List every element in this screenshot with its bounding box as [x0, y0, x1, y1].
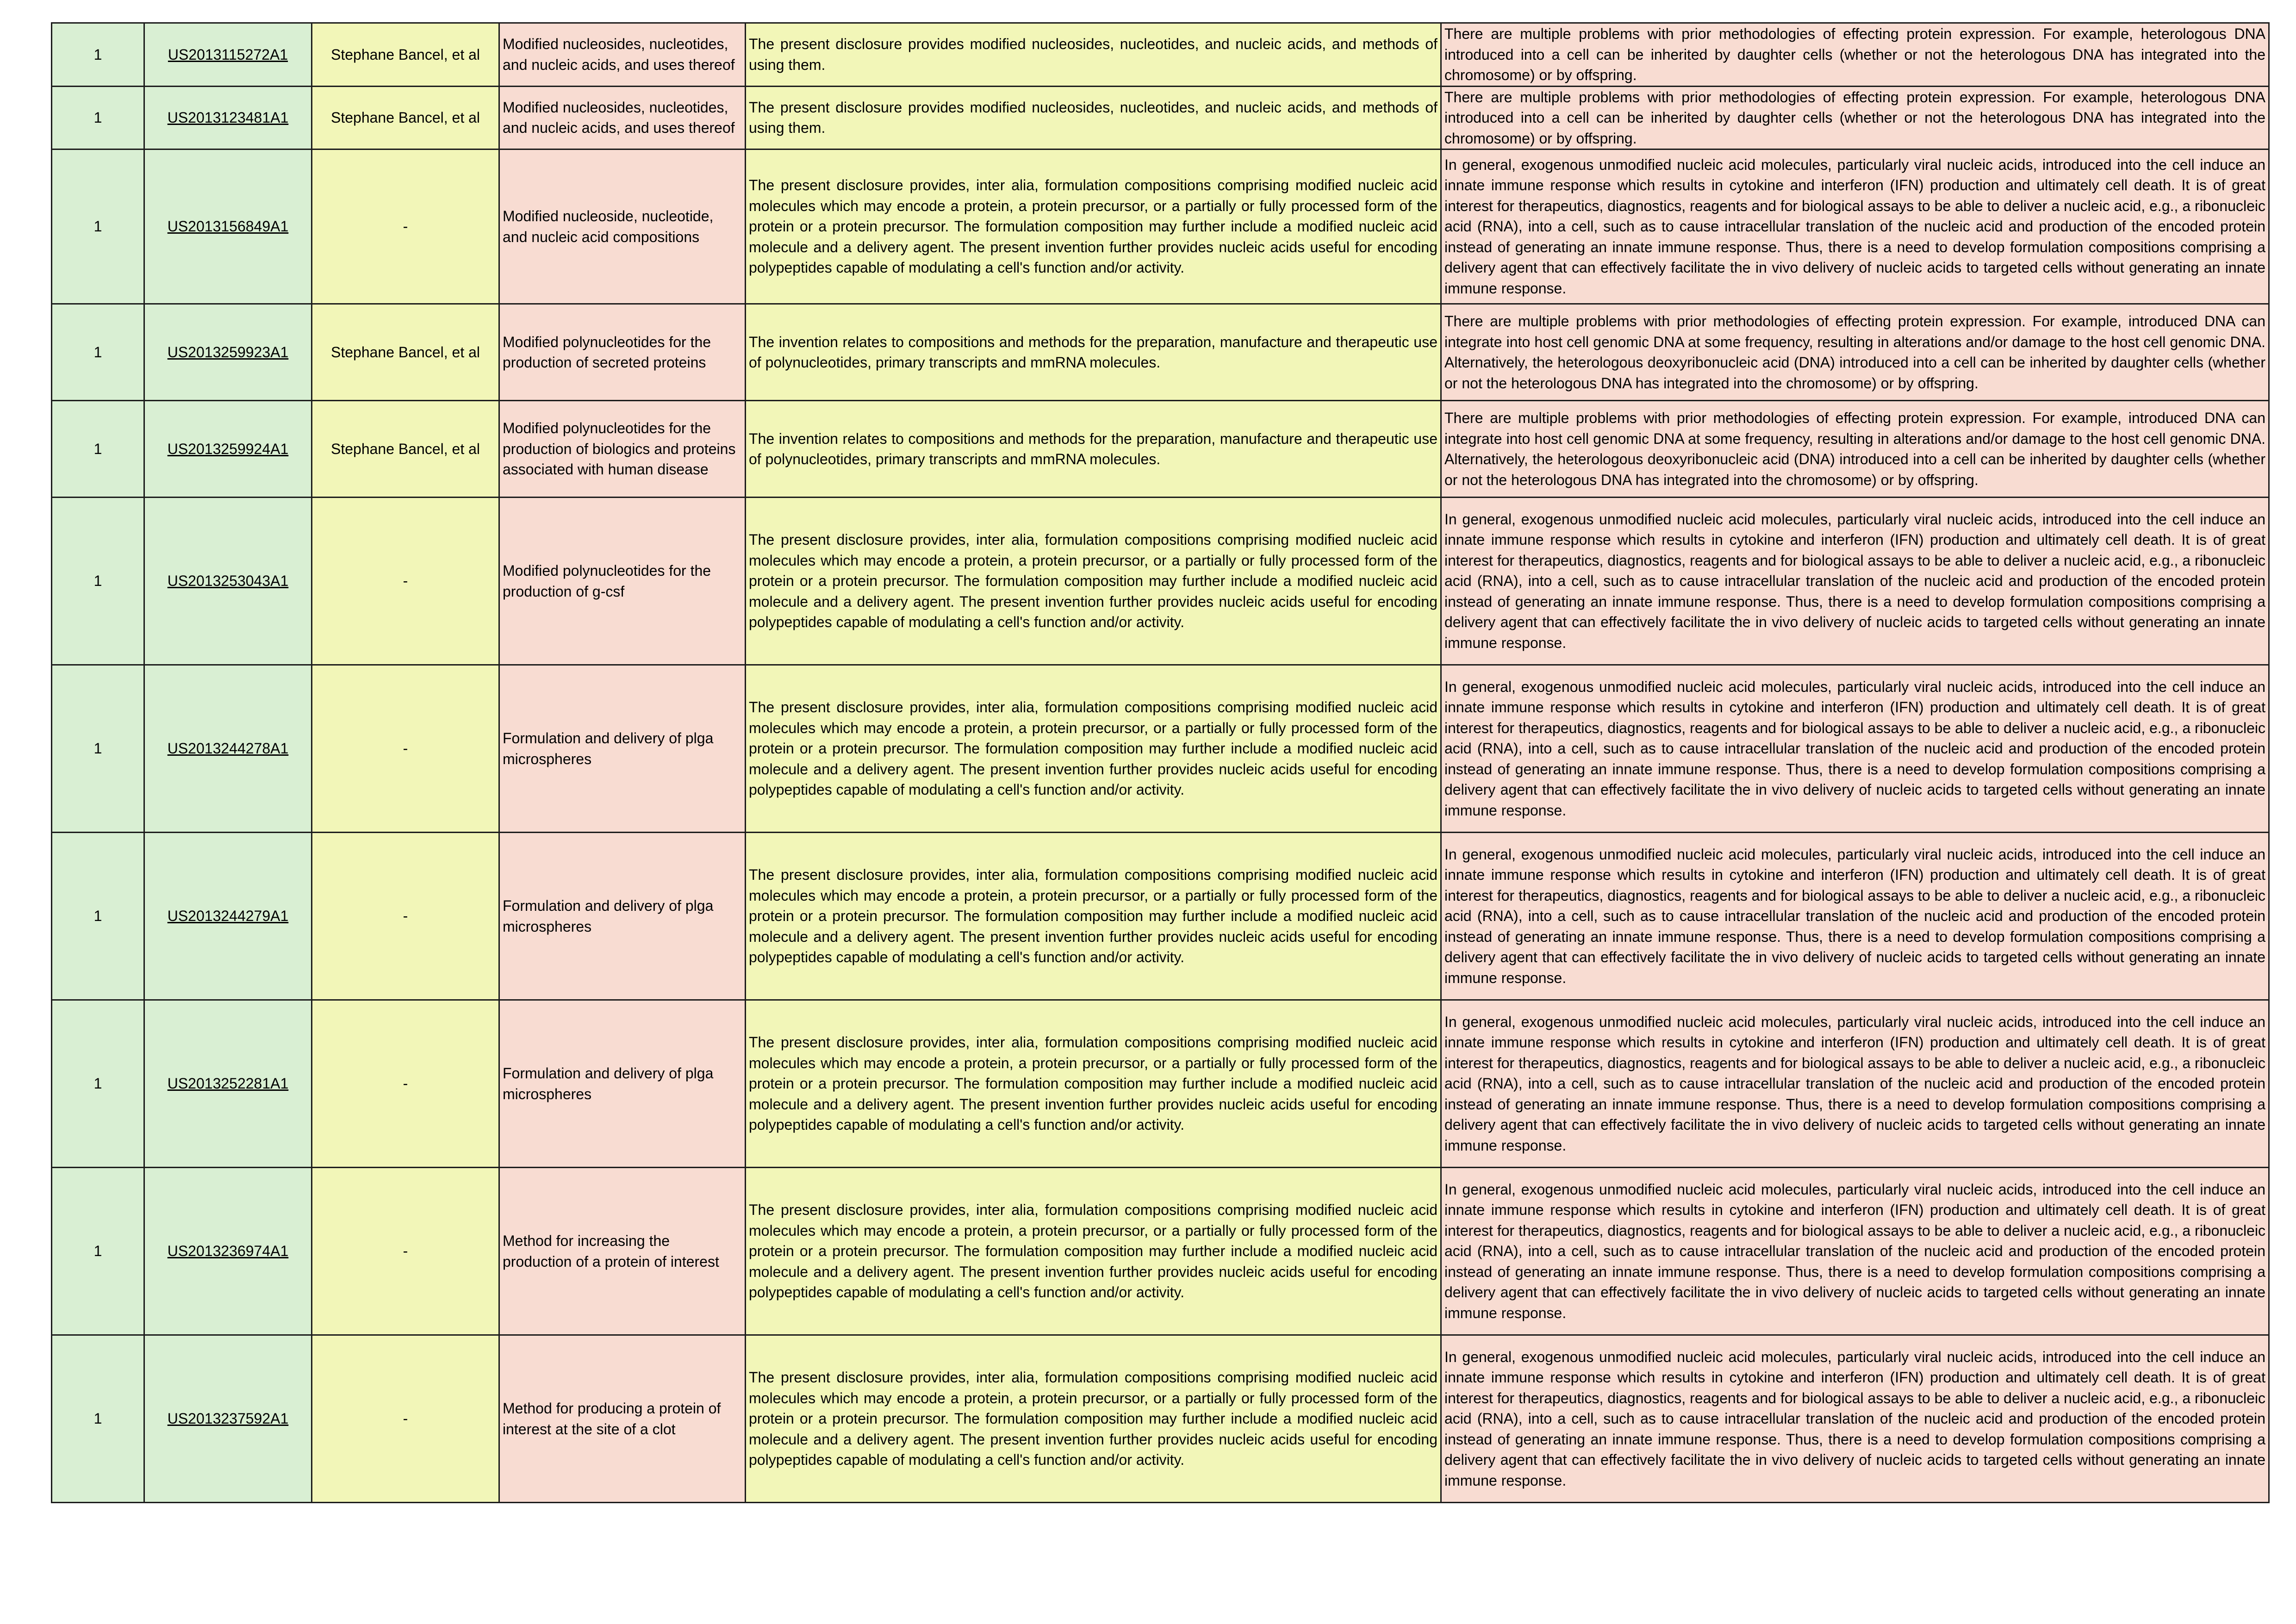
patent-number-cell — [144, 23, 312, 87]
table-row — [52, 665, 2269, 833]
problem-text: There are multiple problems with prior methodologies of effecting protein expression. For example, heterologous DNA introduced into a cell can be inherited by daughter cells (whether or not the heterologous DNA has integrated into the chromosome) or by offspring. — [1444, 88, 2265, 147]
inventor-cell — [312, 401, 499, 498]
rank-cell — [52, 23, 144, 87]
inventor-cell — [312, 23, 499, 87]
title-text: Modified polynucleotides for the production of biologics and proteins associated with human disease — [503, 420, 736, 478]
abstract-cell — [746, 498, 1441, 665]
rank-cell — [52, 833, 144, 1000]
patent-number-cell — [144, 1335, 312, 1503]
rank-cell — [52, 1000, 144, 1168]
patent-number-cell — [144, 1168, 312, 1335]
inventor-text: - — [403, 572, 408, 590]
abstract-cell — [746, 833, 1441, 1000]
rank-cell — [52, 86, 144, 149]
abstract-text: The invention relates to compositions and methods for the preparation, manufacture and therapeutic use of polynucleotides, primary transcripts and mmRNA molecules. — [749, 333, 1437, 371]
patent-number-cell — [144, 498, 312, 665]
title-text: Modified polynucleotides for the production of g-csf — [503, 562, 711, 600]
patent-table-body — [52, 23, 2269, 1503]
table-row — [52, 1000, 2269, 1168]
table-row — [52, 401, 2269, 498]
patent-number-cell — [144, 665, 312, 833]
patent-number-link[interactable]: US2013156849A1 — [167, 218, 289, 235]
inventor-cell — [312, 498, 499, 665]
problem-cell — [1441, 1000, 2269, 1168]
table-row — [52, 304, 2269, 401]
patent-number-link[interactable]: US2013244279A1 — [167, 908, 289, 925]
title-text: Formulation and delivery of plga microspheres — [503, 1065, 714, 1102]
table-row — [52, 833, 2269, 1000]
title-cell — [499, 1000, 746, 1168]
table-row — [52, 1335, 2269, 1503]
rank-value: 1 — [93, 1075, 102, 1092]
inventor-text: - — [403, 1243, 408, 1260]
problem-text: In general, exogenous unmodified nucleic acid molecules, particularly viral nucleic acids, introduced into the cell induce an innate immune response which results in cytokine and interferon (IFN) production and ultimately cell death. It is of great interest for therapeutics, diagnostics, reagents and for biological assays to be able to deliver a nucleic acid, e.g., a ribonucleic acid (RNA), into a cell, such as to cause intracellular translation of the nucleic acid and production of the encoded protein instead of generating an innate immune response. Thus, there is a need to develop formulation compositions comprising a delivery agent that can effectively facilitate the in vivo delivery of nucleic acids to targeted cells without generating an innate immune response. — [1444, 510, 2265, 651]
patent-number-link[interactable]: US2013259924A1 — [167, 440, 289, 457]
problem-cell — [1441, 1335, 2269, 1503]
problem-cell — [1441, 665, 2269, 833]
problem-text: In general, exogenous unmodified nucleic acid molecules, particularly viral nucleic acids, introduced into the cell induce an innate immune response which results in cytokine and interferon (IFN) production and ultimately cell death. It is of great interest for therapeutics, diagnostics, reagents and for biological assays to be able to deliver a nucleic acid, e.g., a ribonucleic acid (RNA), into a cell, such as to cause intracellular translation of the nucleic acid and production of the encoded protein instead of generating an innate immune response. Thus, there is a need to develop formulation compositions comprising a delivery agent that can effectively facilitate the in vivo delivery of nucleic acids to targeted cells without generating an innate immune response. — [1444, 678, 2265, 819]
inventor-text: - — [403, 1075, 408, 1092]
patent-table — [51, 22, 2270, 1503]
problem-text: There are multiple problems with prior methodologies of effecting protein expression. For example, introduced DNA can integrate into host cell genomic DNA at some frequency, resulting in alterations and/or damage to the host cell genomic DNA. Alternatively, the heterologous deoxyribonucleic acid (DNA) introduced into a cell can be inherited by daughter cells (whether or not the heterologous DNA has integrated into the chromosome) or by offspring. — [1444, 410, 2265, 488]
rank-value: 1 — [93, 740, 102, 757]
rank-cell — [52, 304, 144, 401]
title-text: Formulation and delivery of plga microspheres — [503, 897, 714, 935]
title-cell — [499, 149, 746, 304]
abstract-cell — [746, 1168, 1441, 1335]
table-row — [52, 498, 2269, 665]
abstract-text: The present disclosure provides modified nucleosides, nucleotides, and nucleic acids, and methods of using them. — [749, 99, 1437, 137]
patent-number-cell — [144, 833, 312, 1000]
rank-cell — [52, 498, 144, 665]
inventor-text: - — [403, 1410, 408, 1427]
problem-cell — [1441, 304, 2269, 401]
inventor-cell — [312, 1000, 499, 1168]
problem-cell — [1441, 149, 2269, 304]
problem-text: In general, exogenous unmodified nucleic acid molecules, particularly viral nucleic acids, introduced into the cell induce an innate immune response which results in cytokine and interferon (IFN) production and ultimately cell death. It is of great interest for therapeutics, diagnostics, reagents and for biological assays to be able to deliver a nucleic acid, e.g., a ribonucleic acid (RNA), into a cell, such as to cause intracellular translation of the nucleic acid and production of the encoded protein instead of generating an innate immune response. Thus, there is a need to develop formulation compositions comprising a delivery agent that can effectively facilitate the in vivo delivery of nucleic acids to targeted cells without generating an innate immune response. — [1444, 1013, 2265, 1154]
title-cell — [499, 401, 746, 498]
abstract-text: The present disclosure provides, inter alia, formulation compositions comprising modified nucleic acid molecules which may encode a protein, a protein precursor, or a partially or fully processed form of the protein or a protein precursor. The formulation composition may further include a modified nucleic acid molecule and a delivery agent. The present invention further provides nucleic acids useful for encoding polypeptides capable of modulating a cell's function and/or activity. — [749, 866, 1437, 966]
rank-value: 1 — [93, 46, 102, 63]
table-row — [52, 23, 2269, 87]
patent-number-link[interactable]: US2013259923A1 — [167, 343, 289, 361]
problem-cell — [1441, 833, 2269, 1000]
inventor-cell — [312, 86, 499, 149]
title-cell — [499, 304, 746, 401]
abstract-text: The present disclosure provides, inter alia, formulation compositions comprising modified nucleic acid molecules which may encode a protein, a protein precursor, or a partially or fully processed form of the protein or a protein precursor. The formulation composition may further include a modified nucleic acid molecule and a delivery agent. The present invention further provides nucleic acids useful for encoding polypeptides capable of modulating a cell's function and/or activity. — [749, 1369, 1437, 1468]
abstract-text: The present disclosure provides, inter alia, formulation compositions comprising modified nucleic acid molecules which may encode a protein, a protein precursor, or a partially or fully processed form of the protein or a protein precursor. The formulation composition may further include a modified nucleic acid molecule and a delivery agent. The present invention further provides nucleic acids useful for encoding polypeptides capable of modulating a cell's function and/or activity. — [749, 531, 1437, 631]
inventor-cell — [312, 304, 499, 401]
table-row — [52, 149, 2269, 304]
title-cell — [499, 23, 746, 87]
inventor-text: - — [403, 908, 408, 925]
title-cell — [499, 1335, 746, 1503]
inventor-cell — [312, 833, 499, 1000]
title-cell — [499, 1168, 746, 1335]
patent-number-cell — [144, 304, 312, 401]
patent-number-cell — [144, 1000, 312, 1168]
abstract-cell — [746, 401, 1441, 498]
rank-value: 1 — [93, 1243, 102, 1260]
problem-cell — [1441, 1168, 2269, 1335]
rank-cell — [52, 1335, 144, 1503]
title-text: Modified nucleoside, nucleotide, and nucleic acid compositions — [503, 208, 714, 245]
problem-text: There are multiple problems with prior methodologies of effecting protein expression. For example, introduced DNA can integrate into host cell genomic DNA at some frequency, resulting in alterations and/or damage to the host cell genomic DNA. Alternatively, the heterologous deoxyribonucleic acid (DNA) introduced into a cell can be inherited by daughter cells (whether or not the heterologous DNA has integrated into the chromosome) or by offspring. — [1444, 313, 2265, 392]
inventor-cell — [312, 1168, 499, 1335]
patent-number-link[interactable]: US2013244278A1 — [167, 740, 289, 757]
inventor-text: - — [403, 218, 408, 235]
abstract-text: The present disclosure provides modified nucleosides, nucleotides, and nucleic acids, and methods of using them. — [749, 36, 1437, 73]
patent-number-link[interactable]: US2013115272A1 — [168, 46, 288, 63]
abstract-cell — [746, 304, 1441, 401]
rank-value: 1 — [93, 218, 102, 235]
title-text: Modified nucleosides, nucleotides, and nucleic acids, and uses thereof — [503, 36, 735, 73]
patent-number-link[interactable]: US2013123481A1 — [167, 109, 289, 126]
problem-cell — [1441, 498, 2269, 665]
problem-text: In general, exogenous unmodified nucleic acid molecules, particularly viral nucleic acids, introduced into the cell induce an innate immune response which results in cytokine and interferon (IFN) production and ultimately cell death. It is of great interest for therapeutics, diagnostics, reagents and for biological assays to be able to deliver a nucleic acid, e.g., a ribonucleic acid (RNA), into a cell, such as to cause intracellular translation of the nucleic acid and production of the encoded protein instead of generating an innate immune response. Thus, there is a need to develop formulation compositions comprising a delivery agent that can effectively facilitate the in vivo delivery of nucleic acids to targeted cells without generating an innate immune response. — [1444, 156, 2265, 297]
inventor-text: - — [403, 740, 408, 757]
title-text: Method for producing a protein of interest at the site of a clot — [503, 1400, 721, 1437]
inventor-text: Stephane Bancel, et al — [330, 109, 480, 126]
abstract-cell — [746, 149, 1441, 304]
abstract-text: The present disclosure provides, inter alia, formulation compositions comprising modified nucleic acid molecules which may encode a protein, a protein precursor, or a partially or fully processed form of the protein or a protein precursor. The formulation composition may further include a modified nucleic acid molecule and a delivery agent. The present invention further provides nucleic acids useful for encoding polypeptides capable of modulating a cell's function and/or activity. — [749, 177, 1437, 276]
abstract-text: The present disclosure provides, inter alia, formulation compositions comprising modified nucleic acid molecules which may encode a protein, a protein precursor, or a partially or fully processed form of the protein or a protein precursor. The formulation composition may further include a modified nucleic acid molecule and a delivery agent. The present invention further provides nucleic acids useful for encoding polypeptides capable of modulating a cell's function and/or activity. — [749, 1201, 1437, 1301]
rank-value: 1 — [93, 440, 102, 457]
abstract-cell — [746, 665, 1441, 833]
inventor-cell — [312, 665, 499, 833]
title-cell — [499, 833, 746, 1000]
patent-number-link[interactable]: US2013236974A1 — [167, 1243, 289, 1260]
inventor-text: Stephane Bancel, et al — [330, 343, 480, 361]
abstract-cell — [746, 1000, 1441, 1168]
rank-value: 1 — [93, 1410, 102, 1427]
title-cell — [499, 86, 746, 149]
problem-text: In general, exogenous unmodified nucleic acid molecules, particularly viral nucleic acids, introduced into the cell induce an innate immune response which results in cytokine and interferon (IFN) production and ultimately cell death. It is of great interest for therapeutics, diagnostics, reagents and for biological assays to be able to deliver a nucleic acid, e.g., a ribonucleic acid (RNA), into a cell, such as to cause intracellular translation of the nucleic acid and production of the encoded protein instead of generating an innate immune response. Thus, there is a need to develop formulation compositions comprising a delivery agent that can effectively facilitate the in vivo delivery of nucleic acids to targeted cells without generating an innate immune response. — [1444, 1348, 2265, 1489]
problem-cell — [1441, 86, 2269, 149]
inventor-cell — [312, 1335, 499, 1503]
rank-value: 1 — [93, 109, 102, 126]
patent-number-link[interactable]: US2013237592A1 — [167, 1410, 289, 1427]
rank-value: 1 — [93, 343, 102, 361]
abstract-text: The present disclosure provides, inter alia, formulation compositions comprising modified nucleic acid molecules which may encode a protein, a protein precursor, or a partially or fully processed form of the protein or a protein precursor. The formulation composition may further include a modified nucleic acid molecule and a delivery agent. The present invention further provides nucleic acids useful for encoding polypeptides capable of modulating a cell's function and/or activity. — [749, 1034, 1437, 1133]
inventor-text: Stephane Bancel, et al — [330, 46, 480, 63]
patent-number-cell — [144, 86, 312, 149]
problem-text: There are multiple problems with prior methodologies of effecting protein expression. For example, heterologous DNA introduced into a cell can be inherited by daughter cells (whether or not the heterologous DNA has integrated into the chromosome) or by offspring. — [1444, 25, 2265, 83]
inventor-text: Stephane Bancel, et al — [330, 440, 480, 457]
problem-cell — [1441, 401, 2269, 498]
rank-value: 1 — [93, 572, 102, 590]
table-row — [52, 1168, 2269, 1335]
rank-cell — [52, 665, 144, 833]
title-text: Modified polynucleotides for the production of secreted proteins — [503, 333, 711, 371]
inventor-cell — [312, 149, 499, 304]
title-cell — [499, 665, 746, 833]
patent-number-link[interactable]: US2013252281A1 — [167, 1075, 289, 1092]
abstract-text: The present disclosure provides, inter alia, formulation compositions comprising modified nucleic acid molecules which may encode a protein, a protein precursor, or a partially or fully processed form of the protein or a protein precursor. The formulation composition may further include a modified nucleic acid molecule and a delivery agent. The present invention further provides nucleic acids useful for encoding polypeptides capable of modulating a cell's function and/or activity. — [749, 699, 1437, 798]
rank-cell — [52, 401, 144, 498]
problem-text: In general, exogenous unmodified nucleic acid molecules, particularly viral nucleic acids, introduced into the cell induce an innate immune response which results in cytokine and interferon (IFN) production and ultimately cell death. It is of great interest for therapeutics, diagnostics, reagents and for biological assays to be able to deliver a nucleic acid, e.g., a ribonucleic acid (RNA), into a cell, such as to cause intracellular translation of the nucleic acid and production of the encoded protein instead of generating an innate immune response. Thus, there is a need to develop formulation compositions comprising a delivery agent that can effectively facilitate the in vivo delivery of nucleic acids to targeted cells without generating an innate immune response. — [1444, 846, 2265, 986]
rank-cell — [52, 1168, 144, 1335]
abstract-cell — [746, 1335, 1441, 1503]
patent-number-link[interactable]: US2013253043A1 — [167, 572, 289, 590]
problem-cell — [1441, 23, 2269, 87]
patent-number-cell — [144, 149, 312, 304]
abstract-cell — [746, 23, 1441, 87]
patent-number-cell — [144, 401, 312, 498]
title-text: Modified nucleosides, nucleotides, and nucleic acids, and uses thereof — [503, 99, 735, 137]
title-text: Method for increasing the production of a protein of interest — [503, 1232, 719, 1270]
title-cell — [499, 498, 746, 665]
title-text: Formulation and delivery of plga microspheres — [503, 730, 714, 767]
abstract-text: The invention relates to compositions and methods for the preparation, manufacture and therapeutic use of polynucleotides, primary transcripts and mmRNA molecules. — [749, 430, 1437, 467]
rank-value: 1 — [93, 908, 102, 925]
abstract-cell — [746, 86, 1441, 149]
problem-text: In general, exogenous unmodified nucleic acid molecules, particularly viral nucleic acids, introduced into the cell induce an innate immune response which results in cytokine and interferon (IFN) production and ultimately cell death. It is of great interest for therapeutics, diagnostics, reagents and for biological assays to be able to deliver a nucleic acid, e.g., a ribonucleic acid (RNA), into a cell, such as to cause intracellular translation of the nucleic acid and production of the encoded protein instead of generating an innate immune response. Thus, there is a need to develop formulation compositions comprising a delivery agent that can effectively facilitate the in vivo delivery of nucleic acids to targeted cells without generating an innate immune response. — [1444, 1181, 2265, 1321]
rank-cell — [52, 149, 144, 304]
table-row — [52, 86, 2269, 149]
